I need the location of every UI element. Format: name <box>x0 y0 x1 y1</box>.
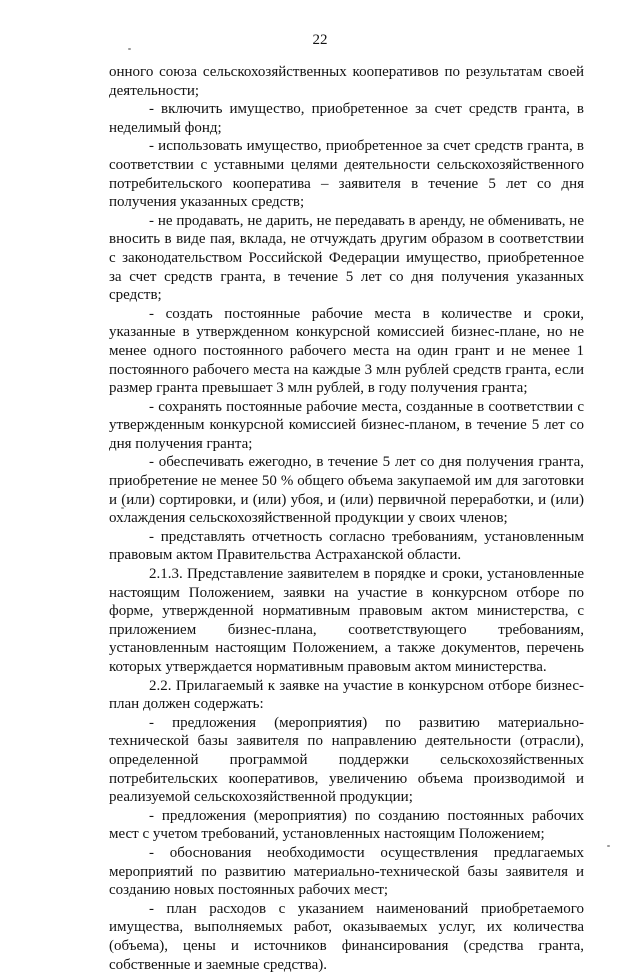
list-item: - использовать имущество, приобретенное за счет средств гранта, в соответствии с уставными целями деятельности сельскохозяйственного потребительского кооператива – заявителя в течение 5 лет со дня получения указанных средств; <box>109 138 584 211</box>
list-item: - план расходов с указанием наименований приобретаемого имущества, выполняемых работ, оказываемых услуг, их количества (объема), цены и источников финансирования (средства гранта, собственные и заемные средства). <box>109 900 584 973</box>
list-item: - не продавать, не дарить, не передавать в аренду, не обменивать, не вносить в виде пая, вклада, не отчуждать другим образом в соответствии с законодательством Российской Федерации имущество, приобретенное за счет средств гранта, в течение 5 лет со дня получения указанных средств; <box>109 212 584 304</box>
scan-speck <box>607 845 610 847</box>
list-item: - предложения (мероприятия) по развитию материально-технической базы заявителя по направлению деятельности (отрасли), определенной программой поддержки сельскохозяйственных потребительских кооперативов, увеличению объема производимой и реализуемой сельскохозяйственной продукции; <box>109 714 584 806</box>
list-item: - обоснования необходимости осуществления предлагаемых мероприятий по развитию материально-технической базы заявителя и созданию новых постоянных рабочих мест; <box>109 844 584 899</box>
clause-2-2: 2.2. Прилагаемый к заявке на участие в конкурсном отборе бизнес-план должен содержать: <box>109 677 584 713</box>
list-item: - обеспечивать ежегодно, в течение 5 лет со дня получения гранта, приобретение не менее 50 % общего объема закупаемой им для заготовки и (или) сортировки, и (или) убоя, и (или) первичной переработки, и (или) охлаждения сельскохозяйственной продукции у своих членов; <box>109 454 584 527</box>
list-item: - представлять отчетность согласно требованиям, установленным правовым актом Правительства Астраханской области. <box>109 528 584 564</box>
list-item: - включить имущество, приобретенное за счет средств гранта, в неделимый фонд; <box>109 101 584 136</box>
paragraph: онного союза сельскохозяйственных кооперативов по результатам своей деятельности; <box>109 64 584 99</box>
list-item: - предложения (мероприятия) по созданию постоянных рабочих мест с учетом требований, установленных настоящим Положением; <box>109 807 584 843</box>
list-item: - создать постоянные рабочие места в количестве и сроки, указанные в утвержденном конкурсной комиссией бизнес-плане, но не менее одного постоянного рабочего места на один грант и не менее 1 постоянного рабочего места на каждые 3 млн рублей средств гранта, если размер гранта превышает 3 млн рублей, в году получения гранта; <box>109 305 584 397</box>
list-item: - сохранять постоянные рабочие места, созданные в соответствии с утвержденным конкурсной комиссией бизнес-планом, в течение 5 лет со дня получения гранта; <box>109 398 584 452</box>
document-body <box>109 63 584 974</box>
page-number: 22 <box>312 32 328 48</box>
clause-2-1-3: 2.1.3. Представление заявителем в порядке и сроки, установленные настоящим Положением, заявки на участие в конкурсном отборе по форме, утвержденной нормативным правовым актом министерства, с приложением бизнес-плана, соответствующего требованиям, установленным настоящим Положением, а также документов, перечень которых утверждается нормативным правовым актом министерства. <box>109 566 584 675</box>
